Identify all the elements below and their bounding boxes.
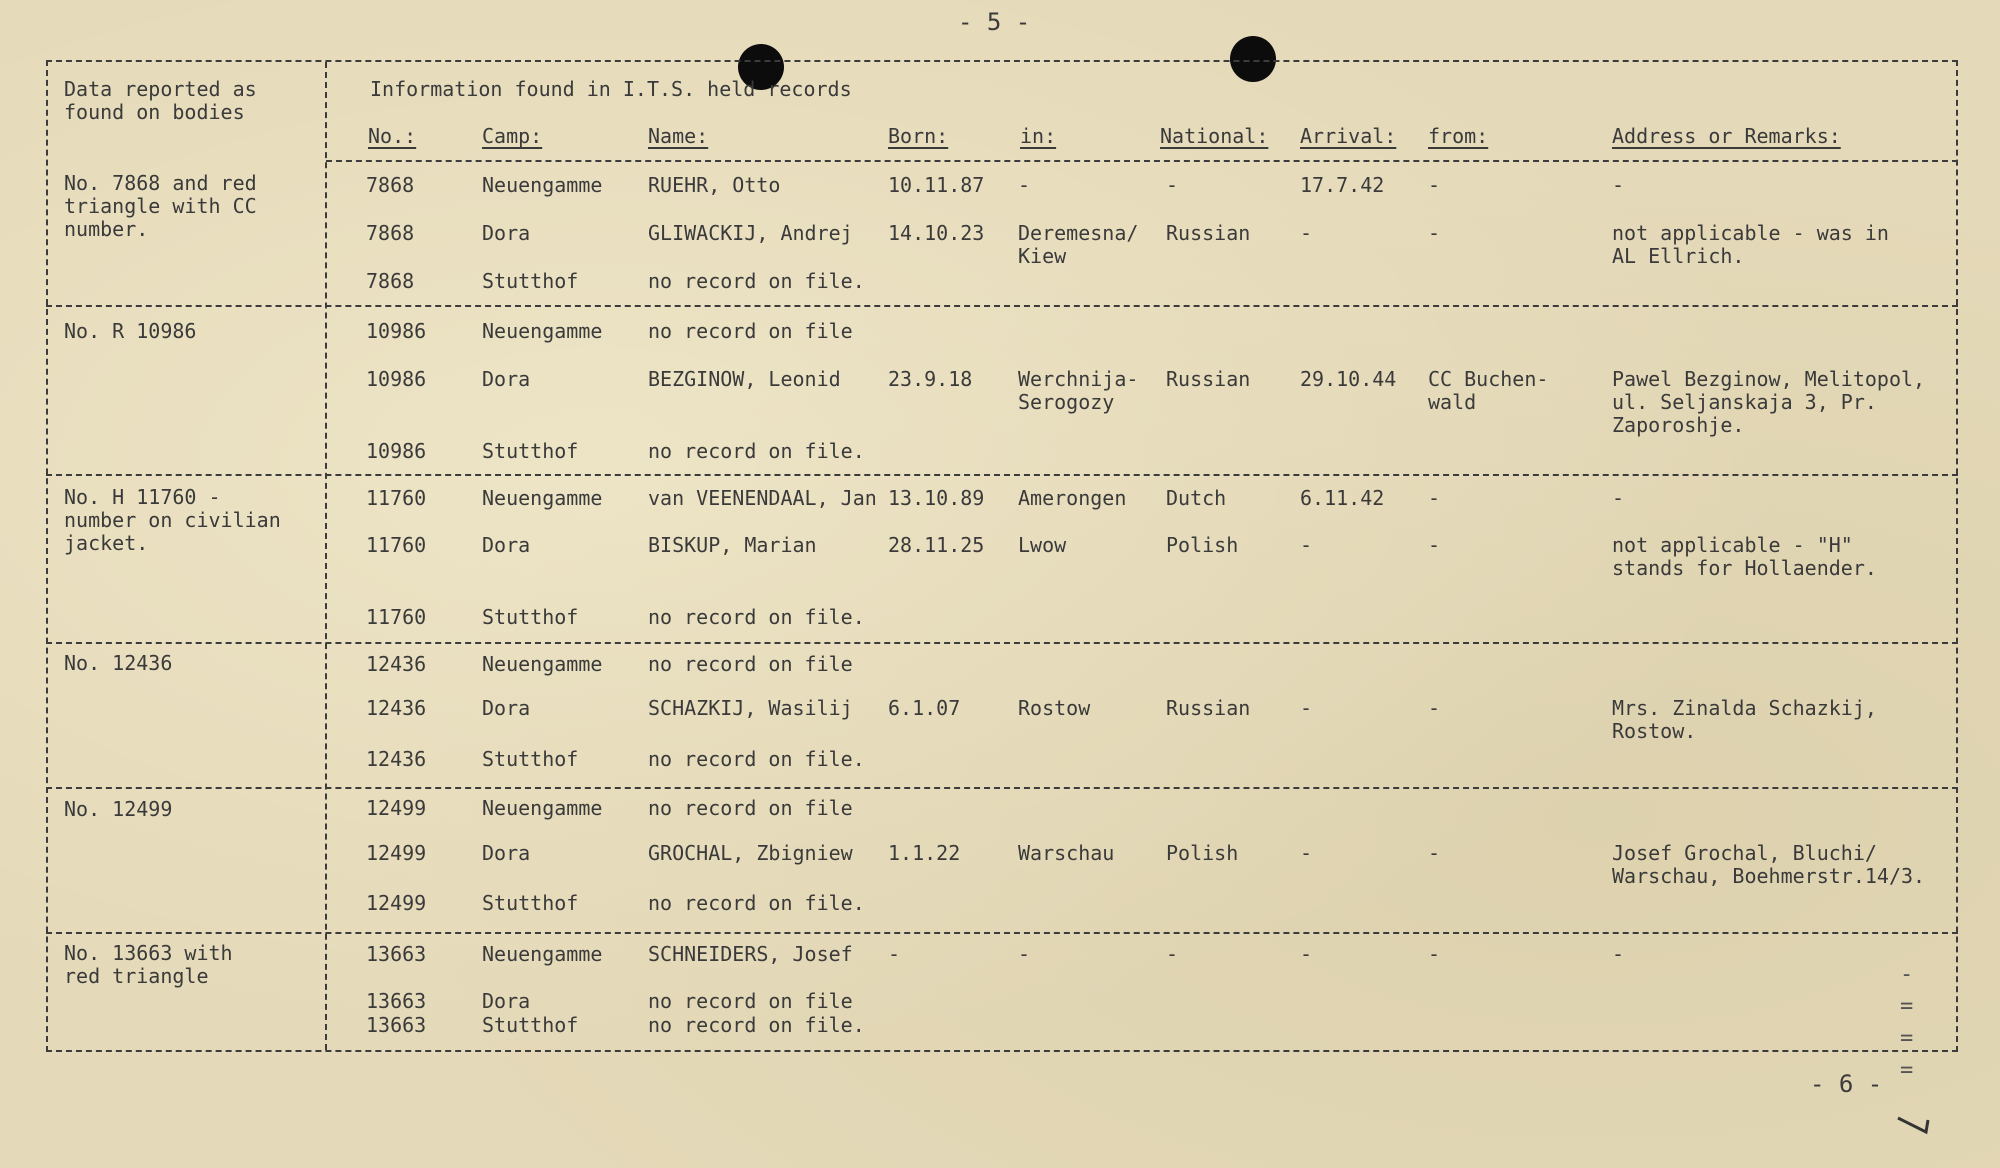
cell-no: 12436	[366, 747, 427, 771]
cell-no: 12499	[366, 891, 427, 915]
cell-national: Russian	[1166, 696, 1251, 720]
header-info-found: Information found in I.T.S. held records	[370, 77, 852, 101]
cell-camp: Stutthof	[482, 269, 579, 293]
cell-camp: Neuengamme	[482, 486, 603, 510]
header-data-reported: Data reported as found on bodies	[64, 77, 257, 124]
cell-name: BISKUP, Marian	[648, 533, 817, 557]
cell-name: no record on file.	[648, 891, 865, 915]
cell-arrival: 6.11.42	[1300, 486, 1385, 510]
cell-no: 12436	[366, 696, 427, 720]
cell-no: 12436	[366, 652, 427, 676]
cell-camp: Dora	[482, 221, 531, 245]
reported-data: No. 12499	[64, 797, 173, 821]
cell-no: 10986	[366, 319, 427, 343]
cell-arrival: -	[1300, 533, 1313, 557]
cell-born: -	[888, 942, 901, 966]
cell-remarks: -	[1612, 942, 1625, 966]
col-header-arrival: Arrival:	[1300, 124, 1397, 148]
cell-national: Polish	[1166, 841, 1239, 865]
cell-name: van VEENENDAAL, Jan	[648, 486, 877, 510]
cell-camp: Dora	[482, 533, 531, 557]
cell-remarks: Josef Grochal, Bluchi/ Warschau, Boehmerstr.14/3.	[1612, 841, 1926, 888]
header-separator	[326, 160, 1958, 162]
cell-born: 28.11.25	[888, 533, 985, 557]
group-separator	[46, 305, 1958, 307]
cell-camp: Dora	[482, 841, 531, 865]
cell-camp: Dora	[482, 367, 531, 391]
cell-national: Russian	[1166, 367, 1251, 391]
cell-in: -	[1018, 173, 1031, 197]
cell-no: 7868	[366, 269, 415, 293]
cell-camp: Neuengamme	[482, 652, 603, 676]
cell-from: -	[1428, 696, 1441, 720]
cell-in: -	[1018, 942, 1031, 966]
col-header-name: Name:	[648, 124, 709, 148]
cell-no: 11760	[366, 533, 427, 557]
cell-in: Rostow	[1018, 696, 1091, 720]
cell-from: -	[1428, 533, 1441, 557]
cell-name: GLIWACKIJ, Andrej	[648, 221, 853, 245]
cell-name: no record on file.	[648, 269, 865, 293]
cell-camp: Neuengamme	[482, 319, 603, 343]
cell-name: BEZGINOW, Leonid	[648, 367, 841, 391]
cell-from: -	[1428, 942, 1441, 966]
cell-arrival: -	[1300, 942, 1313, 966]
col-header-from: from:	[1428, 124, 1489, 148]
cell-from: -	[1428, 486, 1441, 510]
cell-camp: Neuengamme	[482, 173, 603, 197]
cell-camp: Stutthof	[482, 605, 579, 629]
cell-national: Dutch	[1166, 486, 1227, 510]
cell-no: 13663	[366, 942, 427, 966]
cell-national: Polish	[1166, 533, 1239, 557]
cell-name: no record on file	[648, 319, 853, 343]
col-header-born: Born:	[888, 124, 949, 148]
col-header-national: National:	[1160, 124, 1269, 148]
corner-mark	[1896, 1112, 1932, 1136]
cell-remarks: -	[1612, 486, 1625, 510]
margin-tick-mark: =	[1900, 1026, 1914, 1051]
column-divider	[325, 62, 327, 1050]
col-header-no: No.:	[368, 124, 417, 148]
cell-camp: Dora	[482, 989, 531, 1013]
cell-remarks: Pawel Bezginow, Melitopol, ul. Seljanskaja 3, Pr. Zaporoshje.	[1612, 367, 1926, 437]
cell-name: SCHNEIDERS, Josef	[648, 942, 853, 966]
cell-remarks: Mrs. Zinalda Schazkij, Rostow.	[1612, 696, 1877, 743]
cell-arrival: -	[1300, 841, 1313, 865]
margin-tick-mark: =	[1900, 994, 1914, 1019]
cell-no: 12499	[366, 796, 427, 820]
cell-born: 1.1.22	[888, 841, 961, 865]
cell-arrival: -	[1300, 696, 1313, 720]
margin-tick-mark: =	[1900, 1058, 1914, 1083]
cell-no: 11760	[366, 605, 427, 629]
col-header-camp: Camp:	[482, 124, 543, 148]
cell-remarks: -	[1612, 173, 1625, 197]
cell-name: GROCHAL, Zbigniew	[648, 841, 853, 865]
reported-data: No. H 11760 - number on civilian jacket.	[64, 485, 281, 555]
cell-born: 23.9.18	[888, 367, 973, 391]
cell-camp: Stutthof	[482, 439, 579, 463]
cell-born: 10.11.87	[888, 173, 985, 197]
cell-camp: Stutthof	[482, 747, 579, 771]
cell-camp: Dora	[482, 696, 531, 720]
cell-in: Werchnija- Serogozy	[1018, 367, 1139, 414]
group-separator	[46, 642, 1958, 644]
margin-tick-mark: -	[1900, 962, 1914, 987]
cell-no: 10986	[366, 439, 427, 463]
cell-arrival: -	[1300, 221, 1313, 245]
cell-name: no record on file.	[648, 439, 865, 463]
bottom-page-number: - 6 -	[1810, 1070, 1883, 1098]
cell-camp: Neuengamme	[482, 796, 603, 820]
cell-name: no record on file	[648, 652, 853, 676]
cell-born: 13.10.89	[888, 486, 985, 510]
cell-born: 6.1.07	[888, 696, 961, 720]
reported-data: No. 12436	[64, 651, 173, 675]
cell-arrival: 29.10.44	[1300, 367, 1397, 391]
group-separator	[46, 787, 1958, 789]
cell-from: -	[1428, 841, 1441, 865]
cell-camp: Neuengamme	[482, 942, 603, 966]
cell-born: 14.10.23	[888, 221, 985, 245]
cell-no: 11760	[366, 486, 427, 510]
cell-in: Warschau	[1018, 841, 1115, 865]
cell-national: Russian	[1166, 221, 1251, 245]
cell-no: 13663	[366, 1013, 427, 1037]
reported-data: No. R 10986	[64, 319, 197, 343]
cell-name: no record on file.	[648, 605, 865, 629]
cell-camp: Stutthof	[482, 1013, 579, 1037]
group-separator	[46, 474, 1958, 476]
top-page-number: - 5 -	[958, 8, 1031, 36]
col-header-remarks: Address or Remarks:	[1612, 124, 1841, 148]
cell-arrival: 17.7.42	[1300, 173, 1385, 197]
cell-no: 12499	[366, 841, 427, 865]
cell-camp: Stutthof	[482, 891, 579, 915]
reported-data: No. 7868 and red triangle with CC number.	[64, 171, 257, 241]
cell-remarks: not applicable - "H" stands for Hollaender.	[1612, 533, 1877, 580]
cell-no: 10986	[366, 367, 427, 391]
cell-name: RUEHR, Otto	[648, 173, 781, 197]
cell-remarks: not applicable - was in AL Ellrich.	[1612, 221, 1889, 268]
cell-national: -	[1166, 173, 1179, 197]
cell-from: -	[1428, 221, 1441, 245]
cell-in: Deremesna/ Kiew	[1018, 221, 1139, 268]
cell-in: Amerongen	[1018, 486, 1127, 510]
cell-name: no record on file	[648, 796, 853, 820]
cell-from: CC Buchen- wald	[1428, 367, 1549, 414]
cell-no: 13663	[366, 989, 427, 1013]
cell-national: -	[1166, 942, 1179, 966]
cell-name: no record on file.	[648, 1013, 865, 1037]
cell-name: SCHAZKIJ, Wasilij	[648, 696, 853, 720]
cell-from: -	[1428, 173, 1441, 197]
cell-name: no record on file	[648, 989, 853, 1013]
cell-no: 7868	[366, 173, 415, 197]
col-header-in: in:	[1020, 124, 1057, 148]
cell-no: 7868	[366, 221, 415, 245]
cell-name: no record on file.	[648, 747, 865, 771]
group-separator	[46, 932, 1958, 934]
reported-data: No. 13663 with red triangle	[64, 941, 233, 988]
cell-in: Lwow	[1018, 533, 1067, 557]
